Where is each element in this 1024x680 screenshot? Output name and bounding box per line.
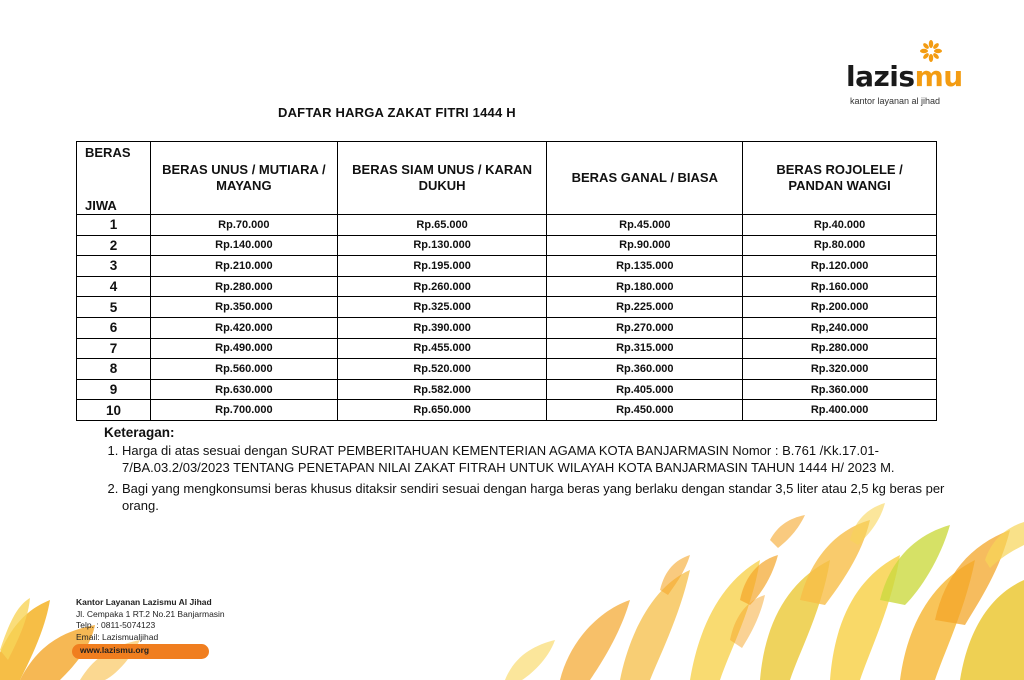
price-cell: Rp.70.000 <box>150 215 337 236</box>
table-row <box>77 317 937 338</box>
price-cell: Rp.180.000 <box>547 276 743 297</box>
jiwa-cell: 6 <box>77 317 151 338</box>
price-cell: Rp.195.000 <box>337 256 547 277</box>
price-cell: Rp.315.000 <box>547 338 743 359</box>
price-cell: Rp.65.000 <box>337 215 547 236</box>
price-cell: Rp.130.000 <box>337 235 547 256</box>
column-header: BERAS ROJOLELE / PANDAN WANGI <box>743 142 937 215</box>
price-cell: Rp.270.000 <box>547 317 743 338</box>
price-cell: Rp.80.000 <box>743 235 937 256</box>
price-cell: Rp.140.000 <box>150 235 337 256</box>
jiwa-cell: 7 <box>77 338 151 359</box>
jiwa-cell: 4 <box>77 276 151 297</box>
price-cell: Rp.135.000 <box>547 256 743 277</box>
price-cell: Rp.560.000 <box>150 359 337 380</box>
price-cell: Rp.630.000 <box>150 379 337 400</box>
notes-list <box>98 442 960 514</box>
price-cell: Rp.120.000 <box>743 256 937 277</box>
price-cell: Rp.455.000 <box>337 338 547 359</box>
lazismu-logo <box>846 40 966 112</box>
zakat-price-table <box>76 141 937 421</box>
corner-label-beras: BERAS <box>85 145 131 160</box>
price-cell: Rp.650.000 <box>337 400 547 421</box>
price-cell: Rp.582.000 <box>337 379 547 400</box>
corner-label-jiwa: JIWA <box>85 198 117 213</box>
price-cell: Rp.320.000 <box>743 359 937 380</box>
price-cell: Rp.260.000 <box>337 276 547 297</box>
table-row <box>77 297 937 318</box>
price-cell: Rp.400.000 <box>743 400 937 421</box>
table-row <box>77 338 937 359</box>
price-cell: Rp.210.000 <box>150 256 337 277</box>
table-row <box>77 215 937 236</box>
jiwa-cell: 5 <box>77 297 151 318</box>
price-cell: Rp,240.000 <box>743 317 937 338</box>
document-title: DAFTAR HARGA ZAKAT FITRI 1444 H <box>278 105 516 120</box>
price-cell: Rp.160.000 <box>743 276 937 297</box>
footer-contact <box>76 597 225 659</box>
jiwa-cell: 9 <box>77 379 151 400</box>
website-link[interactable]: www.lazismu.org <box>72 644 209 659</box>
jiwa-cell: 10 <box>77 400 151 421</box>
table-row <box>77 276 937 297</box>
price-cell: Rp.420.000 <box>150 317 337 338</box>
price-cell: Rp.700.000 <box>150 400 337 421</box>
jiwa-cell: 8 <box>77 359 151 380</box>
price-cell: Rp.350.000 <box>150 297 337 318</box>
price-cell: Rp.325.000 <box>337 297 547 318</box>
price-cell: Rp.225.000 <box>547 297 743 318</box>
price-cell: Rp.280.000 <box>150 276 337 297</box>
price-cell: Rp.360.000 <box>743 379 937 400</box>
table-header-row <box>77 142 937 215</box>
footer-email: Email: Lazismualjihad <box>76 631 159 642</box>
price-cell: Rp.200.000 <box>743 297 937 318</box>
footer-address: Jl. Cempaka 1 RT.2 No.21 Banjarmasin <box>76 608 225 619</box>
price-cell: Rp.90.000 <box>547 235 743 256</box>
column-header: BERAS GANAL / BIASA <box>547 142 743 215</box>
price-cell: Rp.450.000 <box>547 400 743 421</box>
notes-section <box>98 424 960 518</box>
flower-star-icon <box>920 40 942 62</box>
logo-wordmark: lazismu <box>846 60 963 93</box>
price-cell: Rp.40.000 <box>743 215 937 236</box>
jiwa-cell: 3 <box>77 256 151 277</box>
notes-heading: Keteragan: <box>104 425 175 440</box>
table-row <box>77 379 937 400</box>
column-header: BERAS SIAM UNUS / KARAN DUKUH <box>337 142 547 215</box>
table-row <box>77 235 937 256</box>
logo-subtitle: kantor layanan al jihad <box>850 96 941 106</box>
note-item: 1. Harga di atas sesuai dengan SURAT PEMBERITAHUAN KEMENTERIAN AGAMA KOTA BANJARMASIN Nomor : B.761 /Kk.17.01-7/BA.03.2/03/2023 TENTANG PENETAPAN NILAI ZAKAT FITRAH UNTUK WILAYAH KOTA BANJARMASIN TAHUN 1444 H/ 2023 M. <box>122 442 960 476</box>
price-cell: Rp.490.000 <box>150 338 337 359</box>
price-cell: Rp.520.000 <box>337 359 547 380</box>
note-item: 2. Bagi yang mengkonsumsi beras khusus ditaksir sendiri sesuai dengan harga beras yang berlaku dengan standar 3,5 liter atau 2,5 kg beras per orang. <box>122 480 960 514</box>
price-cell: Rp.360.000 <box>547 359 743 380</box>
table-row <box>77 400 937 421</box>
table-row <box>77 256 937 277</box>
jiwa-cell: 1 <box>77 215 151 236</box>
footer-office-name: Kantor Layanan Lazismu Al Jihad <box>76 597 212 607</box>
price-cell: Rp.280.000 <box>743 338 937 359</box>
jiwa-cell: 2 <box>77 235 151 256</box>
footer-phone: Telp. : 0811-5074123 <box>76 620 156 630</box>
price-cell: Rp.45.000 <box>547 215 743 236</box>
corner-header-cell <box>77 142 151 215</box>
table-row <box>77 359 937 380</box>
price-cell: Rp.405.000 <box>547 379 743 400</box>
column-header: BERAS UNUS / MUTIARA / MAYANG <box>150 142 337 215</box>
price-cell: Rp.390.000 <box>337 317 547 338</box>
